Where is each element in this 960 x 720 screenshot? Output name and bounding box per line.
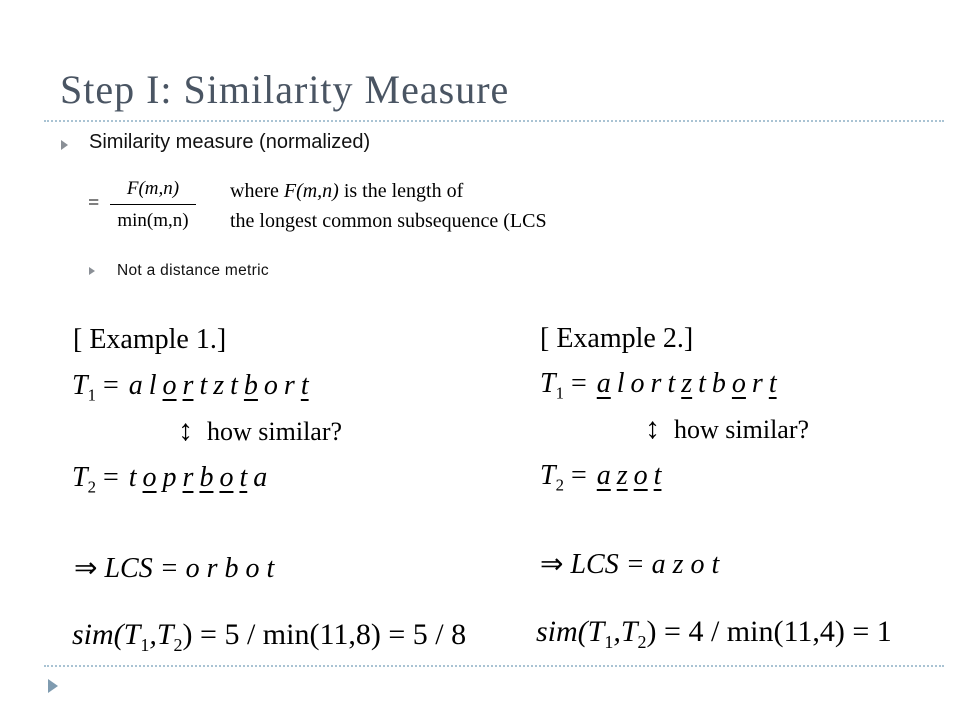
question-text: how similar? [207, 417, 343, 446]
example-1-t1-sequence [126, 370, 312, 401]
example-2-t1 [540, 368, 780, 404]
updown-arrow-icon: ↕ [645, 412, 660, 445]
formula-desc-line-1 [230, 176, 547, 206]
example-1-lcs [74, 551, 274, 585]
bullet-similarity-measure: Similarity measure (normalized) [89, 131, 371, 153]
lcs-char: a [596, 460, 611, 491]
equals-sign: = [570, 368, 587, 399]
footer-divider [44, 665, 944, 667]
seq-char: t [128, 462, 137, 493]
formula-equals: = [88, 192, 100, 214]
seq-char: p [162, 462, 177, 493]
t2-index: 2 [87, 477, 96, 497]
lcs-char: o [633, 460, 648, 491]
bullet-arrow-icon [61, 140, 68, 150]
lcs-char: t [768, 368, 777, 399]
seq-char: b [711, 368, 726, 399]
updown-arrow-icon: ↕ [178, 414, 193, 447]
example-1-heading: [ Example 1.] [73, 324, 227, 355]
lcs-char: t [300, 370, 309, 401]
lcs-char: o [731, 368, 746, 399]
seq-char: t [230, 370, 238, 401]
sim-mid: ,T [149, 618, 174, 651]
formula-desc-line-2: the longest common subsequence (LCS [230, 210, 547, 232]
sim-mid: ,T [613, 615, 638, 648]
lcs-char: z [616, 460, 628, 491]
seq-char: t [667, 368, 676, 399]
t1-label: T [540, 368, 556, 399]
title-divider [44, 120, 944, 122]
lcs-text: LCS = o r b o t [104, 553, 275, 584]
seq-char: o [263, 370, 278, 401]
equals-sign: = [102, 462, 119, 493]
lcs-char: t [239, 462, 248, 493]
sub-bullet-arrow-icon [89, 267, 95, 275]
lcs-char: b [243, 370, 258, 401]
numerator-text: F(m,n) [126, 178, 180, 199]
desc-where: where [230, 180, 279, 202]
question-text: how similar? [674, 415, 810, 444]
implies-icon: ⇒ [74, 553, 98, 584]
lcs-char: r [182, 462, 194, 493]
example-2-t2-sequence [594, 460, 665, 491]
formula-denominator: min(m,n) [117, 210, 189, 231]
t1-index: 1 [555, 383, 564, 403]
example-1-t2 [72, 462, 270, 498]
lcs-char: t [653, 460, 662, 491]
seq-char: o [630, 368, 645, 399]
seq-char: l [616, 368, 625, 399]
lcs-char: a [596, 368, 611, 399]
example-2-t2 [540, 460, 664, 496]
formula-description [230, 176, 547, 236]
sim-prefix: sim(T [536, 615, 605, 648]
formula-fraction [106, 176, 200, 234]
seq-char: a [253, 462, 268, 493]
example-2-question [645, 412, 809, 446]
example-1-sim [72, 618, 466, 656]
seq-char: r [283, 370, 295, 401]
sim-prefix: sim(T [72, 618, 141, 651]
bullet-not-distance-metric: Not a distance metric [117, 262, 269, 279]
example-1-question [178, 414, 342, 448]
fraction-bar [110, 204, 196, 205]
lcs-char: r [182, 370, 194, 401]
sim-result: ) = 5 / min(11,8) = 5 / 8 [182, 618, 467, 651]
seq-char: l [148, 370, 157, 401]
equals-sign: = [102, 370, 119, 401]
seq-char: a [128, 370, 143, 401]
sim-index-1: 1 [140, 635, 150, 655]
t2-label: T [72, 462, 88, 493]
t2-label: T [540, 460, 556, 491]
sim-index-1: 1 [604, 632, 614, 652]
seq-char: r [650, 368, 662, 399]
t2-index: 2 [555, 475, 564, 495]
lcs-text: LCS = a z o t [570, 549, 720, 580]
lcs-char: b [199, 462, 214, 493]
desc-suffix: is the length of [343, 180, 464, 202]
lcs-char: o [142, 462, 157, 493]
seq-char: r [751, 368, 763, 399]
lcs-char: o [162, 370, 177, 401]
lcs-char: o [219, 462, 234, 493]
t1-label: T [72, 370, 88, 401]
example-2-lcs [540, 547, 719, 581]
example-2-t1-sequence [594, 368, 780, 399]
t1-index: 1 [87, 385, 96, 405]
sim-index-2: 2 [173, 635, 183, 655]
desc-symbol: F(m,n) [283, 180, 339, 202]
example-2-heading: [ Example 2.] [540, 323, 694, 354]
sim-index-2: 2 [637, 632, 647, 652]
similarity-formula [88, 176, 628, 236]
seq-char: t [199, 370, 208, 401]
slide-nav-arrow-icon [48, 679, 58, 693]
seq-char: z [213, 370, 225, 401]
example-1-t1 [72, 370, 312, 406]
lcs-char: z [681, 368, 693, 399]
sim-result: ) = 4 / min(11,4) = 1 [646, 615, 892, 648]
example-2-sim [536, 615, 892, 653]
equals-sign: = [570, 460, 587, 491]
example-1-t2-sequence [126, 462, 270, 493]
seq-char: t [698, 368, 706, 399]
slide-title: Step I: Similarity Measure [60, 67, 510, 112]
implies-icon: ⇒ [540, 549, 564, 580]
formula-numerator [106, 176, 200, 202]
